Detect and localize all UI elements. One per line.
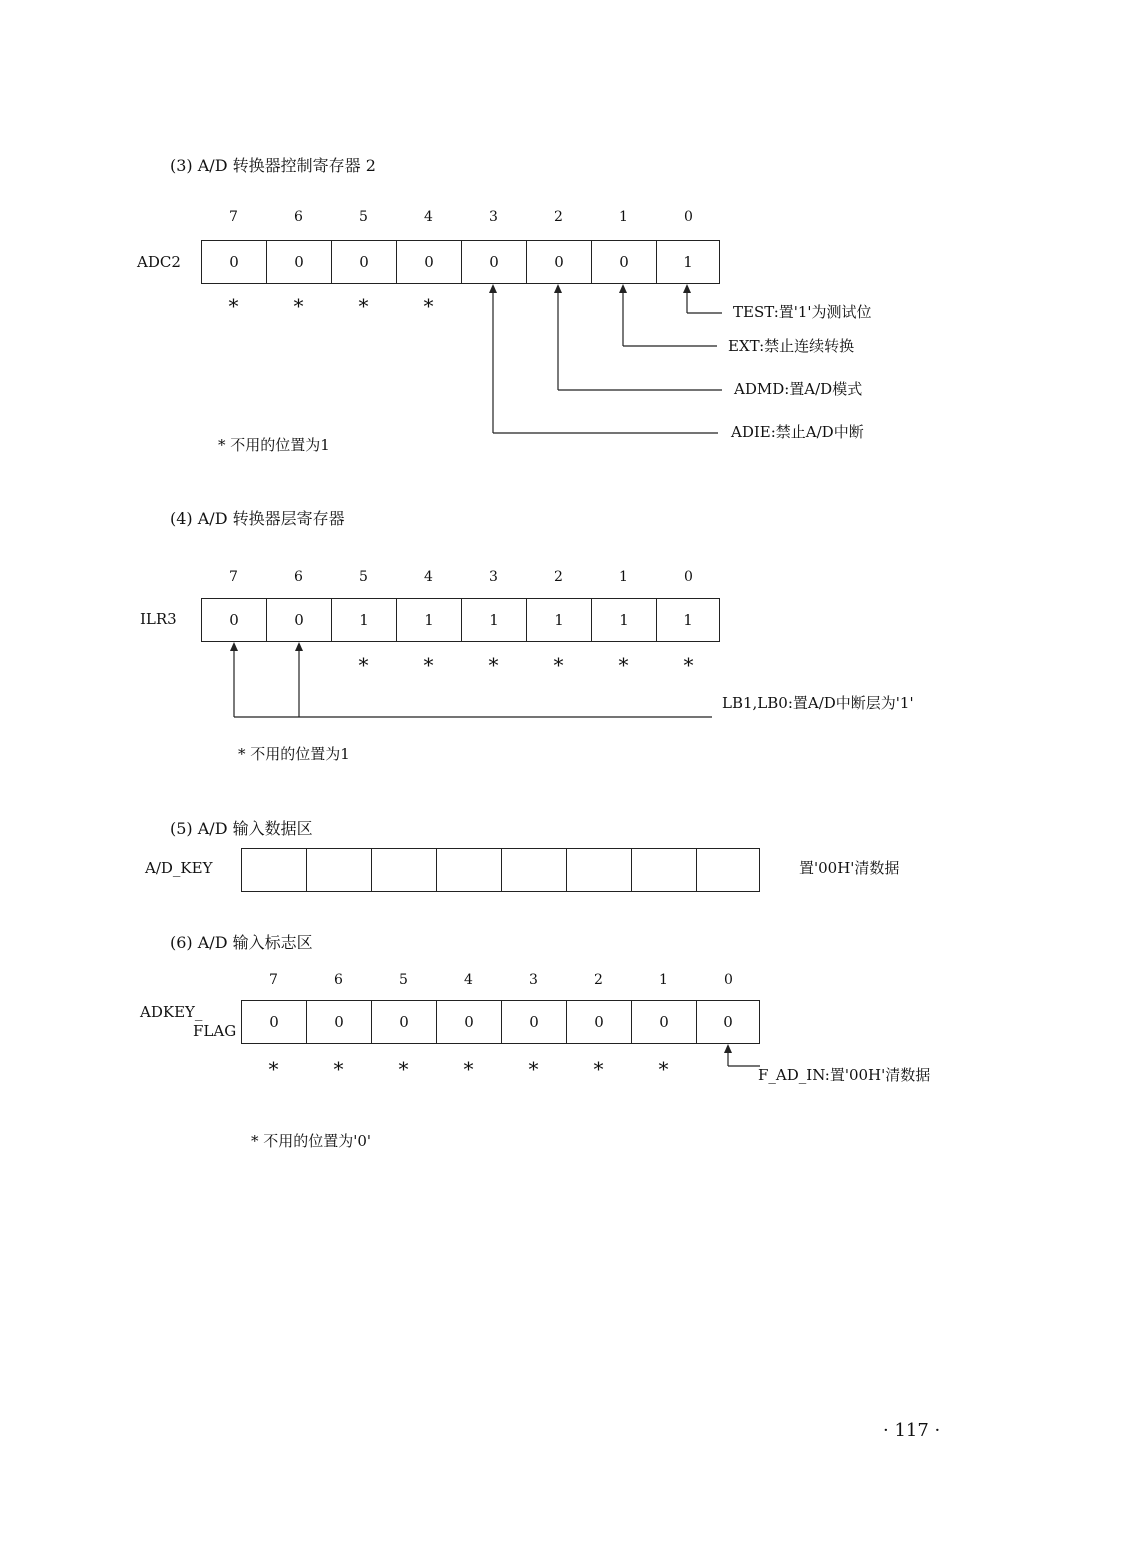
bit-number: 6	[334, 972, 343, 988]
unused-bit-star: *	[488, 653, 499, 677]
register-bit-cell	[696, 848, 760, 892]
register-bit-cell	[371, 848, 437, 892]
bit-number: 7	[269, 972, 278, 988]
arrowhead	[724, 1044, 732, 1053]
arrowhead	[230, 642, 238, 651]
bit-number: 5	[359, 209, 368, 225]
page-number: · 117 ·	[883, 1420, 941, 1441]
register-bit-cell: 0	[396, 240, 462, 284]
register-bit-cell: 0	[331, 240, 397, 284]
arrowhead	[619, 284, 627, 293]
bit-number: 6	[294, 569, 303, 585]
bit-number: 1	[619, 209, 628, 225]
register-bit-cell	[631, 848, 697, 892]
unused-bit-star: *	[553, 653, 564, 677]
unused-bit-star: *	[333, 1057, 344, 1081]
register-name-adkey: ADKEY_	[140, 1003, 203, 1021]
bit-number: 2	[554, 209, 563, 225]
register-bit-cell	[501, 848, 567, 892]
register-bit-cell: 0	[461, 240, 527, 284]
section-3-heading: (3) A/D 转换器控制寄存器 2	[170, 156, 376, 175]
register-bit-cell: 1	[461, 598, 527, 642]
register-name-ilr3: ILR3	[140, 610, 177, 628]
bit-number: 3	[489, 569, 498, 585]
register-name-flag: FLAG	[193, 1022, 237, 1040]
bit-number: 0	[684, 569, 693, 585]
section-4-heading: (4) A/D 转换器层寄存器	[170, 509, 345, 528]
register-bit-cell: 0	[526, 240, 592, 284]
unused-bit-star: *	[293, 294, 304, 318]
bit-number: 4	[464, 972, 473, 988]
register-bit-cell: 1	[656, 240, 720, 284]
unused-bit-star: *	[268, 1057, 279, 1081]
footnote-unused-bits: * 不用的位置为1	[238, 745, 350, 763]
register-bit-cell: 1	[396, 598, 462, 642]
register-bit-cell: 0	[266, 240, 332, 284]
unused-bit-star: *	[228, 294, 239, 318]
register-bit-cell: 0	[266, 598, 332, 642]
annotation-ext: EXT:禁止连续转换	[728, 337, 855, 355]
bit-number: 3	[489, 209, 498, 225]
bit-number: 5	[359, 569, 368, 585]
register-bit-cell	[306, 848, 372, 892]
section-5-heading: (5) A/D 输入数据区	[170, 819, 313, 838]
register-bit-cell: 0	[371, 1000, 437, 1044]
footnote-unused-bits-zero: * 不用的位置为'0'	[251, 1132, 372, 1150]
bit-number: 0	[724, 972, 733, 988]
unused-bit-star: *	[593, 1057, 604, 1081]
bit-number: 1	[619, 569, 628, 585]
register-bit-cell: 0	[566, 1000, 632, 1044]
unused-bit-star: *	[423, 653, 434, 677]
register-bit-cell: 1	[331, 598, 397, 642]
register-bit-cell: 1	[591, 598, 657, 642]
bit-number: 4	[424, 209, 433, 225]
annotation-test: TEST:置'1'为测试位	[733, 303, 872, 321]
unused-bit-star: *	[618, 653, 629, 677]
bit-number: 2	[554, 569, 563, 585]
bit-number: 4	[424, 569, 433, 585]
register-bit-cell: 0	[696, 1000, 760, 1044]
register-name-ad-key: A/D_KEY	[145, 859, 213, 877]
section-6-heading: (6) A/D 输入标志区	[170, 933, 313, 952]
register-bit-cell: 0	[201, 598, 267, 642]
annotation-admd: ADMD:置A/D模式	[734, 380, 863, 398]
register-bit-cell: 0	[436, 1000, 502, 1044]
register-bit-cell: 0	[501, 1000, 567, 1044]
register-bit-cell: 1	[656, 598, 720, 642]
unused-bit-star: *	[423, 294, 434, 318]
bit-number: 5	[399, 972, 408, 988]
register-bit-cell: 1	[526, 598, 592, 642]
annotation-lb1-lb0: LB1,LB0:置A/D中断层为'1'	[722, 694, 914, 712]
register-bit-cell: 0	[631, 1000, 697, 1044]
register-bit-cell: 0	[306, 1000, 372, 1044]
register-bit-cell	[241, 848, 307, 892]
register-bit-cell: 0	[201, 240, 267, 284]
unused-bit-star: *	[358, 294, 369, 318]
arrowhead	[489, 284, 497, 293]
unused-bit-star: *	[463, 1057, 474, 1081]
register-bit-cell	[566, 848, 632, 892]
footnote-unused-bits: * 不用的位置为1	[218, 436, 330, 454]
bit-number: 1	[659, 972, 668, 988]
register-bit-cell: 0	[591, 240, 657, 284]
arrowhead	[683, 284, 691, 293]
bit-number: 6	[294, 209, 303, 225]
annotation-adie: ADIE:禁止A/D中断	[731, 423, 864, 441]
register-bit-cell: 0	[241, 1000, 307, 1044]
unused-bit-star: *	[398, 1057, 409, 1081]
bit-number: 3	[529, 972, 538, 988]
arrowhead	[554, 284, 562, 293]
annotation-clear-data: 置'00H'清数据	[799, 859, 900, 877]
register-name-adc2: ADC2	[137, 253, 181, 271]
bit-number: 7	[229, 569, 238, 585]
bit-number: 0	[684, 209, 693, 225]
unused-bit-star: *	[358, 653, 369, 677]
arrowhead	[295, 642, 303, 651]
bit-number: 2	[594, 972, 603, 988]
bit-number: 7	[229, 209, 238, 225]
register-bit-cell	[436, 848, 502, 892]
annotation-f-ad-in: F_AD_IN:置'00H'清数据	[758, 1066, 931, 1084]
unused-bit-star: *	[683, 653, 694, 677]
unused-bit-star: *	[658, 1057, 669, 1081]
unused-bit-star: *	[528, 1057, 539, 1081]
